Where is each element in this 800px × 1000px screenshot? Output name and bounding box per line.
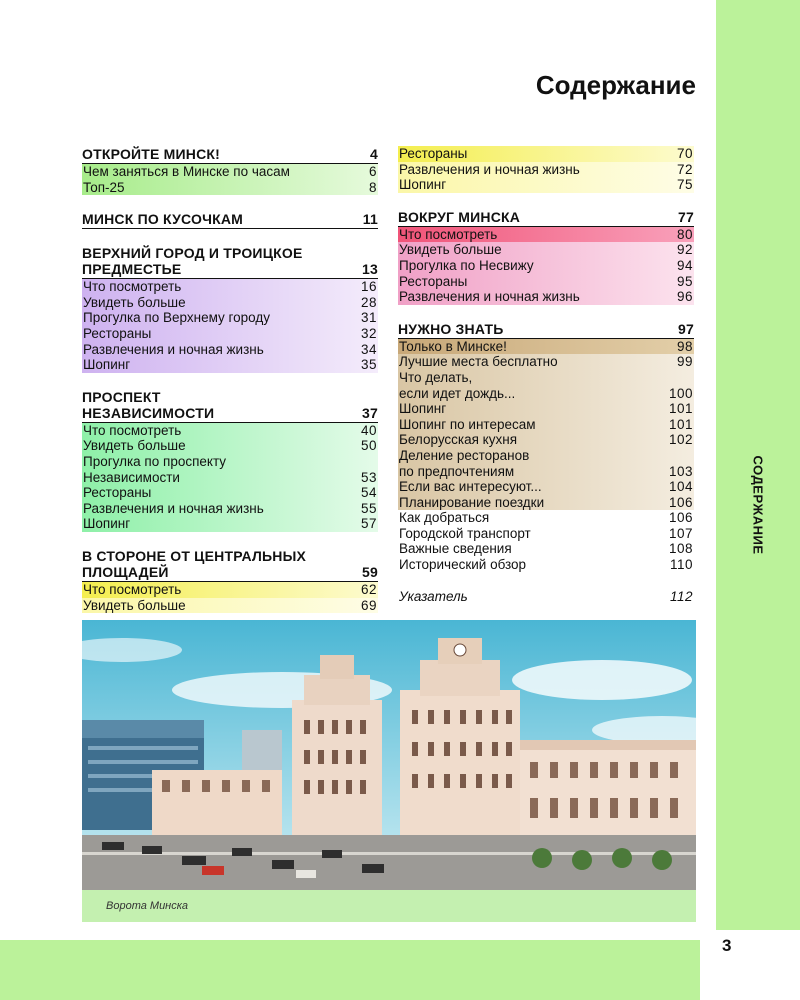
toc-entry-label: Что делать, если идет дождь... [399, 369, 516, 401]
toc-entry-page: 94 [676, 257, 693, 273]
toc-entry-page: 110 [669, 557, 693, 573]
toc-entry-page: 57 [360, 516, 377, 532]
toc-section [82, 245, 378, 373]
toc-entry-label: Шопинг [83, 516, 131, 532]
page-title: Содержание [535, 70, 696, 100]
toc-entry[interactable] [82, 180, 378, 196]
section-heading-page: 97 [678, 320, 694, 337]
toc-entry-label: Шопинг по интересам [399, 416, 536, 432]
section-heading-page: 37 [362, 404, 378, 421]
toc-entry-page: 100 [668, 385, 693, 401]
toc-entry-label: Увидеть больше [399, 242, 502, 258]
section-heading-title: ВОКРУГ МИНСКА [398, 208, 521, 225]
toc-section [398, 321, 694, 573]
toc-entry[interactable] [398, 177, 694, 193]
toc-section [82, 211, 378, 229]
toc-entry-page: 98 [676, 338, 693, 354]
toc-entry-page: 107 [668, 525, 693, 541]
toc-entry[interactable] [398, 370, 694, 401]
section-heading[interactable] [82, 548, 378, 582]
toc-entry[interactable] [398, 227, 694, 243]
toc-entry-label: Важные сведения [399, 541, 512, 557]
toc-entry-page: 69 [360, 597, 377, 613]
toc-entry[interactable] [398, 510, 694, 526]
toc-section [398, 146, 694, 193]
toc-entry-label: Развлечения и ночная жизнь [83, 341, 264, 357]
toc-entry[interactable] [82, 295, 378, 311]
toc-entry[interactable] [398, 258, 694, 274]
toc-entry-label: Рестораны [83, 485, 152, 501]
toc-entry-page: 96 [676, 289, 693, 305]
toc-entry-page: 70 [676, 146, 693, 161]
toc-entry[interactable] [398, 495, 694, 511]
toc-entry-label: Лучшие места бесплатно [399, 354, 558, 370]
section-heading-title: ОТКРОЙТЕ МИНСК! [82, 146, 221, 162]
page-number: 3 [722, 936, 732, 955]
toc-entry-page: 28 [360, 294, 377, 310]
toc-entry-label: Увидеть больше [83, 438, 186, 454]
toc-entry-label: Развлечения и ночная жизнь [399, 289, 580, 305]
toc-entry[interactable] [398, 289, 694, 305]
toc-entry[interactable] [82, 310, 378, 326]
toc-entry-page: 106 [668, 494, 693, 510]
section-heading-page: 4 [370, 146, 378, 162]
toc-entry-label: Рестораны [399, 273, 468, 289]
toc-entry[interactable] [82, 423, 378, 439]
toc-entry[interactable] [398, 146, 694, 162]
toc-entry-page: 101 [668, 401, 693, 417]
toc-entry-label: Белорусская кухня [399, 432, 518, 448]
toc-entry-page: 102 [668, 432, 693, 448]
toc-entry[interactable] [398, 526, 694, 542]
toc-entry-label: Рестораны [83, 325, 152, 341]
toc-entry-page: 35 [360, 357, 377, 373]
toc-entry[interactable] [82, 279, 378, 295]
toc-entry[interactable] [398, 432, 694, 448]
side-section-label: СОДЕРЖАНИЕ [750, 455, 766, 555]
toc-entry-page: 104 [668, 479, 693, 495]
toc-entry-page: 6 [368, 164, 377, 179]
toc-entry[interactable] [398, 541, 694, 557]
toc-entry-page: 72 [676, 161, 693, 177]
page-number-box [700, 930, 800, 1000]
toc-entry-page: 40 [360, 422, 377, 438]
section-heading-title: НУЖНО ЗНАТЬ [398, 320, 504, 337]
toc-entry[interactable] [82, 326, 378, 342]
section-heading-page: 13 [362, 261, 378, 278]
toc-entry-label: Шопинг [399, 401, 447, 417]
section-heading-page: 59 [362, 563, 378, 580]
toc-entry[interactable] [82, 582, 378, 598]
section-heading-title: МИНСК ПО КУСОЧКАМ [82, 211, 244, 228]
toc-entry-label: Только в Минске! [399, 338, 507, 354]
toc-entry-page: 34 [360, 341, 377, 357]
toc-entry[interactable] [398, 401, 694, 417]
toc-entry-label: Шопинг [83, 357, 131, 373]
toc-entry-label: Исторический обзор [399, 557, 527, 573]
toc-entry-page: 75 [676, 177, 693, 193]
toc-entry-page: 103 [668, 463, 693, 479]
toc-right-column [398, 146, 694, 620]
toc-entry[interactable] [398, 417, 694, 433]
toc-entry[interactable] [398, 162, 694, 178]
toc-entry-label: Прогулка по Несвижу [399, 257, 534, 273]
toc-entry-label: Что посмотреть [83, 422, 182, 438]
toc-entry[interactable] [82, 164, 378, 180]
toc-entry-page: 31 [360, 310, 377, 326]
section-heading[interactable] [82, 389, 378, 423]
toc-entry-page: 92 [676, 242, 693, 258]
toc-entry[interactable] [82, 357, 378, 373]
toc-entry-label: Увидеть больше [83, 597, 186, 613]
toc-entry-page: 112 [669, 588, 693, 604]
toc-entry-label: Прогулка по Верхнему городу [83, 310, 271, 326]
toc-section [82, 548, 378, 613]
photo-frame [82, 620, 696, 922]
toc-entry-page: 101 [668, 416, 693, 432]
toc-entry-label: Чем заняться в Минске по часам [83, 164, 290, 179]
toc-entry-label: Городской транспорт [399, 525, 531, 541]
toc-entry-page: 53 [360, 469, 377, 485]
toc-entry-page: 16 [360, 279, 377, 295]
toc-entry[interactable] [82, 501, 378, 517]
section-heading[interactable] [398, 209, 694, 227]
toc-entry-label: Как добраться [399, 510, 490, 526]
section-heading-title: ПРОСПЕКТ НЕЗАВИСИМОСТИ [82, 388, 215, 421]
toc-entry[interactable] [82, 598, 378, 614]
section-heading[interactable] [82, 245, 378, 279]
toc-entry-page: 95 [676, 273, 693, 289]
toc-entry-page: 32 [360, 325, 377, 341]
toc-section [82, 389, 378, 532]
toc-entry-label: Что посмотреть [83, 581, 182, 597]
toc-entry[interactable] [82, 454, 378, 485]
toc-section [398, 589, 694, 605]
toc-entry-label: Планирование поездки [399, 494, 545, 510]
toc-entry-label: Что посмотреть [399, 226, 498, 242]
toc-entry[interactable] [398, 354, 694, 370]
toc-entry[interactable] [82, 485, 378, 501]
toc-entry[interactable] [82, 438, 378, 454]
toc-entry[interactable] [398, 339, 694, 355]
toc-entry[interactable] [398, 589, 694, 605]
toc-entry-label: Шопинг [399, 177, 447, 193]
section-heading-page: 77 [678, 208, 694, 225]
toc-entry-page: 62 [360, 581, 377, 597]
section-heading[interactable] [82, 211, 378, 229]
toc-entry-label: Рестораны [399, 146, 468, 161]
section-heading[interactable] [398, 321, 694, 339]
toc-entry[interactable] [82, 516, 378, 532]
toc-entry-label: Развлечения и ночная жизнь [83, 500, 264, 516]
photo-caption: Ворота Минска [106, 900, 189, 912]
toc-entry[interactable] [398, 242, 694, 258]
toc-entry[interactable] [398, 448, 694, 479]
toc-entry[interactable] [398, 557, 694, 573]
section-heading[interactable] [82, 146, 378, 164]
toc-left-column [82, 146, 378, 629]
toc-entry-page: 99 [676, 354, 693, 370]
toc-entry-page: 50 [360, 438, 377, 454]
toc-entry-label: Если вас интересуют... [399, 479, 542, 495]
section-heading-page: 11 [362, 211, 378, 228]
toc-entry[interactable] [82, 342, 378, 358]
toc-section [82, 146, 378, 195]
toc-entry-label: Указатель [399, 588, 468, 604]
toc-entry-label: Деление ресторанов по предпочтениям [399, 447, 530, 479]
toc-entry-label: Что посмотреть [83, 279, 182, 295]
bottom-band [0, 940, 716, 1000]
toc-entry-page: 108 [668, 541, 693, 557]
toc-entry-page: 55 [360, 500, 377, 516]
toc-entry-page: 54 [360, 485, 377, 501]
toc-entry-page: 80 [676, 226, 693, 242]
minsk-gates-photo [82, 620, 696, 890]
toc-entry[interactable] [398, 274, 694, 290]
toc-entry-label: Увидеть больше [83, 294, 186, 310]
toc-entry-label: Развлечения и ночная жизнь [399, 161, 580, 177]
toc-entry-label: Топ-25 [83, 179, 125, 195]
toc-section [398, 209, 694, 305]
toc-entry-page: 8 [368, 179, 377, 195]
toc-entry-page: 106 [668, 510, 693, 526]
toc-entry-label: Прогулка по проспекту Независимости [83, 453, 227, 485]
section-heading-title: В СТОРОНЕ ОТ ЦЕНТРАЛЬНЫХ ПЛОЩАДЕЙ [82, 547, 307, 580]
section-heading-title: ВЕРХНИЙ ГОРОД И ТРОИЦКОЕ ПРЕДМЕСТЬЕ [82, 245, 303, 278]
toc-entry[interactable] [398, 479, 694, 495]
